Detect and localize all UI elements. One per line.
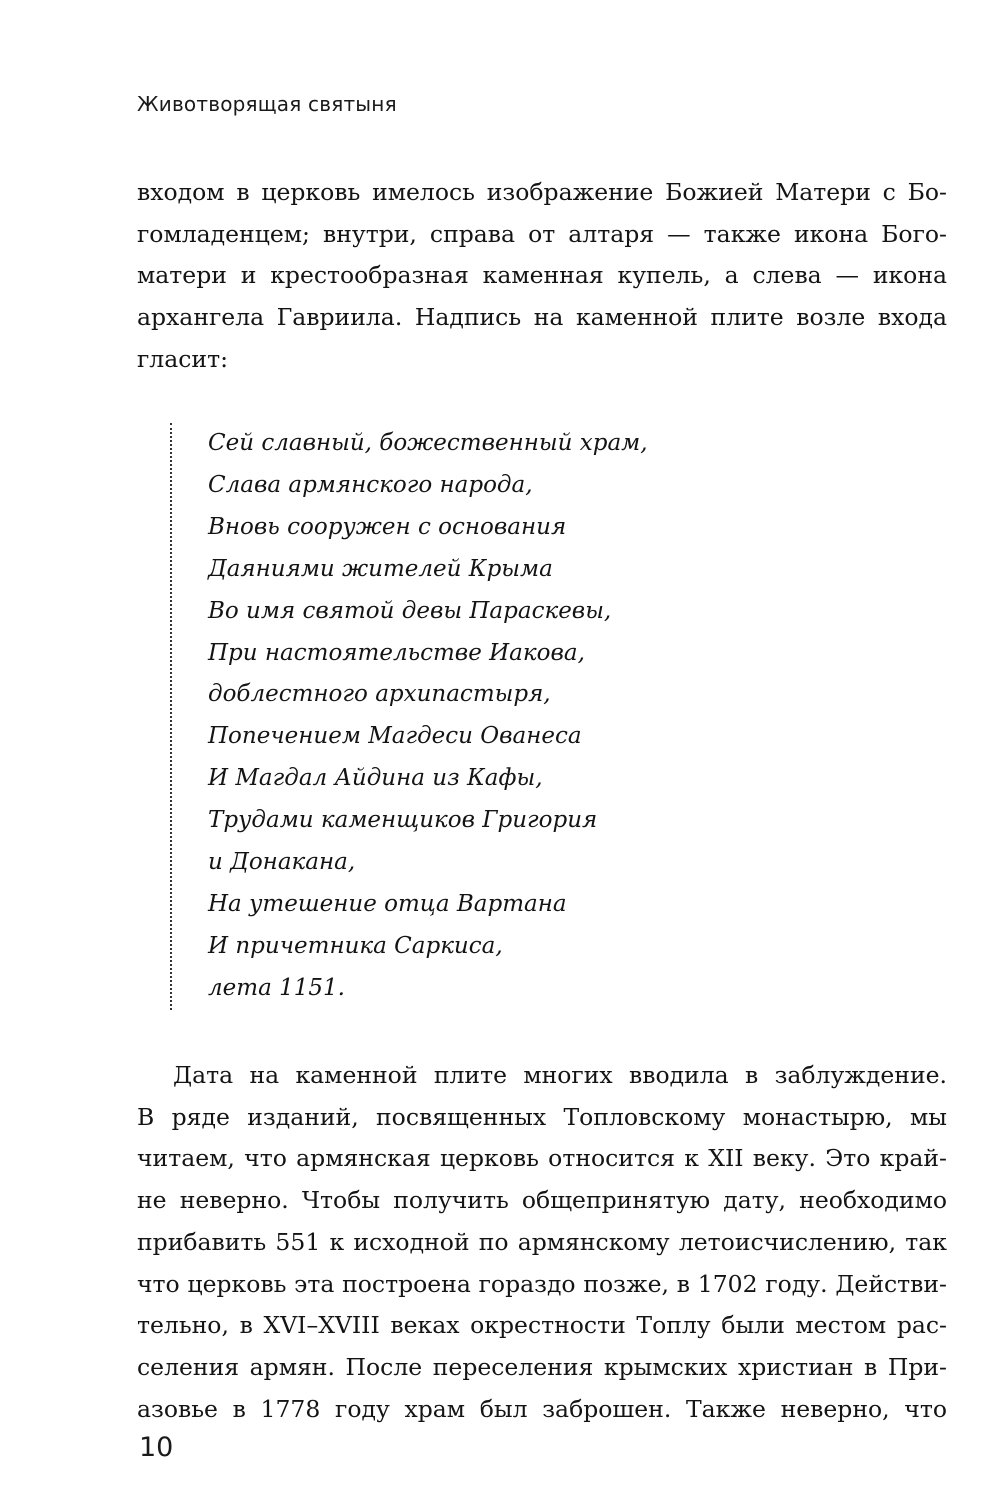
verse-line: Вновь сооружен с основания (208, 513, 567, 540)
text-line: тельно, в XVI–XVIII веках окрестности Топлу были местом рас- (137, 1311, 947, 1340)
text-line: гомладенцем; внутри, справа от алтаря — также икона Бого- (137, 219, 947, 248)
paragraph-intro (137, 172, 947, 381)
verse-line: Трудами каменщиков Григория (208, 807, 598, 834)
running-header: Животворящая святыня (137, 92, 397, 116)
text-line: селения армян. После переселения крымских христиан в При- (137, 1352, 947, 1381)
text-line: входом в церковь имелось изображение Божией Матери с Бо- (137, 178, 947, 206)
text-line: Дата на каменной плите многих вводила в заблуждение. (173, 1061, 947, 1089)
verse-line: лета 1151. (208, 974, 345, 1001)
text-line: В ряде изданий, посвященных Топловскому монастырю, мы (137, 1102, 947, 1131)
verse-line: Даяниями жителей Крыма (208, 555, 553, 582)
verse-line: и Донакана, (208, 849, 356, 876)
text-line: не неверно. Чтобы получить общепринятую дату, необходимо (137, 1186, 947, 1215)
page-number: 10 (139, 1432, 174, 1463)
text-line: гласит: (137, 344, 228, 373)
inscription-verse (170, 423, 648, 1010)
text-line: прибавить 551 к исходной по армянскому летоисчислению, так (137, 1227, 947, 1256)
verse-line: И Магдал Айдина из Кафы, (208, 765, 543, 792)
verse-line: Слава армянского народа, (208, 471, 533, 498)
verse-line: И причетника Саркиса, (208, 932, 503, 959)
verse-line: Во имя святой девы Параскевы, (208, 597, 612, 624)
verse-line: На утешение отца Вартана (208, 890, 567, 917)
text-line: матери и крестообразная каменная купель, а слева — икона (137, 261, 947, 290)
verse-line: Попечением Магдеси Ованеса (208, 723, 582, 750)
verse-line: При настоятельстве Иакова, (208, 639, 585, 666)
verse-line: доблестного архипастыря, (208, 681, 551, 708)
verse-line: Сей славный, божественный храм, (208, 430, 648, 456)
text-line: читаем, что армянская церковь относится к XII веку. Это край- (137, 1144, 947, 1173)
text-line: что церковь эта построена гораздо позже, в 1702 году. Действи- (137, 1269, 947, 1298)
paragraph-date-discussion (137, 1055, 947, 1430)
text-line: архангела Гавриила. Надпись на каменной плите возле входа (137, 303, 947, 332)
text-line: азовье в 1778 году храм был заброшен. Также неверно, что (137, 1394, 947, 1423)
